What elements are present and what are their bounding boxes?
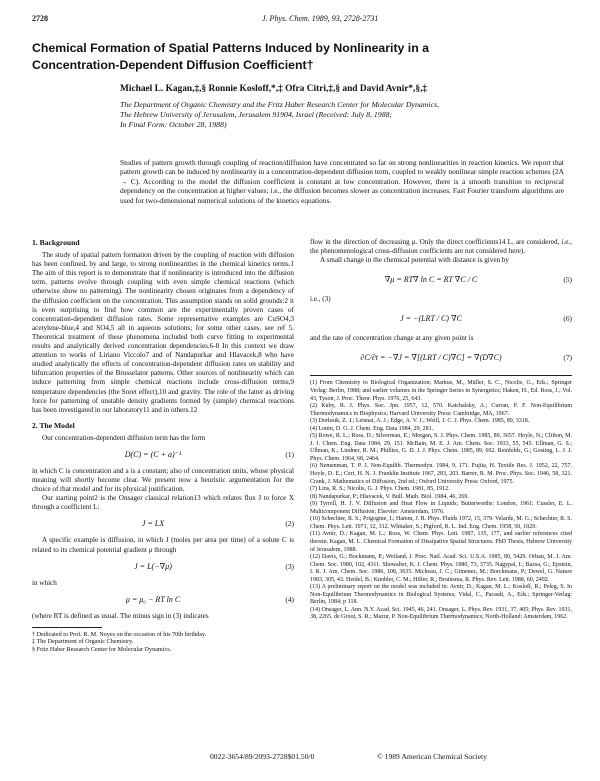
reference-list bbox=[310, 380, 572, 622]
paragraph: (where RT is defined as usual. The minus sign in (3) indicates bbox=[32, 611, 209, 620]
footnote-divider bbox=[32, 627, 102, 628]
paragraph: Our starting point2 is the Onsager classical relation13 which relates flux J to force X through a coefficient L: bbox=[32, 494, 294, 512]
equation-4 bbox=[32, 592, 294, 608]
right-column bbox=[310, 238, 572, 622]
equation-expression: J = −(LRT / C) ∇C bbox=[400, 314, 462, 324]
equation-3 bbox=[32, 559, 294, 575]
equation-number: (4) bbox=[285, 594, 294, 604]
reference-item: (7) Lins, R. S.; Nicolis, G. J. Phys. Chem. 1981, 85, 1912. bbox=[310, 486, 450, 493]
equation-expression: ∇μ = RT∇ ln C = RT ∇C / C bbox=[384, 275, 478, 285]
reference-item: (3) Dorlesik, Z. J.; Leisnai, A. J.; Edge, A. V. J.; Weill, J. C. J. Phys. Chem. 1985, 89, 3318. bbox=[310, 418, 530, 425]
equation-number: (1) bbox=[285, 449, 294, 459]
equation-7 bbox=[310, 347, 572, 369]
reference-item: (12) Davis, G.; Bockmann, P.; Weiland, J. Proc. Natl. Acad. Sci. U.S.A. 1985, 80, 5429. Orban, M. J. Am. Chem. Soc. 1980, 102, 4311. Showalter, K. J. Chem. Phys. 1980, 73, 3735. Nagypal, I.; Bazsa, G.; Epstein, I. R. J. Am. Chem. Soc. 1986, 108, 3635. Micheau, J. C.; Gimenez, M.; Borckmans, P.; Dewel, G. Nature 1983, 305, 43. Heidel, B.; Knobler, C. M.; Hilfer, R.; Bruinsma, R. Phys. Rev. Lett. 1988, 60, 2492. bbox=[310, 554, 572, 583]
left-column bbox=[32, 238, 294, 654]
author-list: Michael L. Kagan,‡,§ Ronnie Kosloff,*,‡ Ofra Citri,‡,§ and David Avnir*,§,‡ bbox=[120, 84, 428, 94]
paragraph: in which C is concentration and a is a constant; also of concentration units, whose physical meaning will shortly become clear. We present now a heuristic argumentation for the choice of that model and for its physical justification. bbox=[32, 466, 294, 494]
page-number: 2728 bbox=[32, 14, 48, 23]
equation-expression: μ = μ₀ − RT ln C bbox=[125, 594, 181, 604]
reference-item: (8) Nandapurkar, P.; Hlavacek, V. Bull. Math. Biol. 1984, 46, 269. bbox=[310, 493, 469, 500]
page-footer bbox=[32, 752, 568, 764]
journal-citation: J. Phys. Chem. 1989, 93, 2728-2731 bbox=[262, 14, 379, 23]
affiliation-line-1: The Department of Organic Chemistry and the Fritz Haber Research Center for Molecular Dynamics, bbox=[120, 100, 440, 109]
equation-2 bbox=[32, 516, 294, 532]
paragraph: i.e., (3) bbox=[310, 295, 331, 304]
reference-item: (9) Tyrrell, H. J. V. Diffusion and Heat Flow in Liquids; Butterworths: London, 1961; Cussler, E. L. Multicomponent Diffusion; Elsevier: Amsterdam, 1976. bbox=[310, 501, 572, 515]
article-code: 0022-3654/89/2093-2728$01.50/0 bbox=[210, 752, 315, 761]
reference-item: (4) Lonin, D. G. J. Chem. Eng. Data 1984, 29, 281. bbox=[310, 425, 434, 432]
equation-6 bbox=[310, 308, 572, 330]
affiliation bbox=[120, 100, 500, 130]
equation-number: (3) bbox=[285, 561, 294, 571]
footnote: § Fritz Haber Research Center for Molecular Dynamics. bbox=[32, 646, 172, 653]
title-line-1: Chemical Formation of Spatial Patterns Induced by Nonlinearity in a bbox=[32, 41, 429, 55]
equation-1 bbox=[32, 447, 294, 463]
references-divider bbox=[310, 375, 572, 376]
title-line-2: Concentration-Dependent Diffusion Coefficient† bbox=[32, 58, 314, 72]
equation-expression: J = L(−∇μ) bbox=[134, 561, 172, 571]
reference-item: (11) Avnir, D.; Kagan, M. L.; Ross, W. Chem. Phys. Lett. 1987, 135, 177, and earlier references cited therein. Kagan, M. L. Chemical Formation of Dissipative Spatial Structures. PhD Thesis, Hebrew University of Jerusalem, 1988. bbox=[310, 531, 572, 553]
paragraph: in which bbox=[32, 578, 57, 587]
paper-title bbox=[32, 40, 552, 74]
footnote: † Dedicated to Prof. R. M. Noyes on the occasion of his 70th birthday. bbox=[32, 630, 207, 638]
running-header bbox=[32, 14, 568, 26]
reference-item: (1) From Chemistry to Biological Organization; Markus, M., Müller, S. C., Nicolis, G., Eds.; Springer Verlag: Berlin, 1988; and earlier volumes in the Springer Series in Synergetics; Haken, H., Ed. Ross, J.; Vol. 43, Tyson, J. Proc. Theor. Phys. 1976, 25, 643. bbox=[310, 380, 572, 402]
footnote: ‡ The Department of Organic Chemistry. bbox=[32, 638, 134, 646]
paragraph: and the rate of concentration change at any given point is bbox=[310, 334, 474, 343]
equation-expression: D(C) = (C + a)⁻¹ bbox=[124, 449, 182, 459]
equation-number: (2) bbox=[285, 519, 294, 529]
reference-item: (2) Kuby, R. J. Phys. Soc. Jpn. 1957, 12, 570. Katchalsky, A.; Curran, P. F. Non-Equilibrium Thermodynamics in Biophysics; Harvard University Press: Cambridge, MA, 1967. bbox=[310, 403, 572, 417]
equation-number: (5) bbox=[563, 275, 572, 285]
paragraph: A small change in the chemical potential with distance is given by bbox=[320, 256, 509, 265]
equation-expression: J = LX bbox=[141, 519, 165, 529]
paragraph: A specific example is diffusion, in which J (moles per area per time) of a solute C is related to its chemical potential gradient μ through bbox=[32, 536, 294, 554]
equation-number: (7) bbox=[563, 353, 572, 363]
equation-number: (6) bbox=[563, 314, 572, 324]
affiliation-line-3: In Final Form: October 28, 1988) bbox=[120, 120, 227, 129]
section-heading-background: 1. Background bbox=[32, 238, 80, 247]
reference-item: (14) Onsager, L. Ann. N.Y. Acad. Sci. 1945, 46, 241. Onsager, L. Phys. Rev. 1931, 37, 405; Phys. Rev. 1931, 38, 2265. de Groot, S. R.; Mazur, P. Non-Equilibrium Thermodynamics; North-Holland: Amsterdam, 1962. bbox=[310, 606, 572, 621]
paragraph: The study of spatial pattern formation driven by the coupling of reaction with diffusion has been confined, by and large, to strong nonlinearities in the chemical kinetics terms.1 The aim of this report is to demonstrate that if nonlinearity is introduced into the diffusion term, patterns evolve through coupling with even simple chemical reactions (which otherwise show no patterning). The nonlinearity chosen originates from a dependency of the diffusion coefficient on the concentration. This assumption stands on solid grounds:2 it is even surprising to find how common are the experimentally proven cases of concentration-dependent diffusion rates. Some representative examples are CuSO4,3 acetylene-blue,4 and SO4,5 all in aqueous solutions; for some other cases, see ref 5. Theoretical treatment of these phenomena included both curve fitting to experimental results and analytically derived concentration dependencies.6-8 In this context we draw attention to works of Liriano Viccolo7 and of Nandapurkar and Hlavacek,8 who have studied analytically the effects of concentration-dependent diffusion rates on stability and bifurcation properties of the Brusselator patterns. Other sources of nonlinearity which can induce patterning from simple chemical reactions include cross-diffusion terms,9 temperature dependencies (the Soret effect),10 and gravity. The role of the latter as driving force for patterning of unstable density gradients formed by (simple) chemical reactions has been investigated in our laboratory11 and in others.12 bbox=[32, 251, 294, 414]
section-heading-model: 2. The Model bbox=[32, 420, 75, 430]
paragraph: Our concentration-dependent diffusion term has the form bbox=[42, 433, 206, 442]
reference-item: (6) Nemenman, T. P. J. Non-Equilib. Thermodyn. 1984, 9, 171. Fujita, H. Textile Res. J. 1952, 22, 757. Hoyle, D. E.; Ceri, H. N. J. Franklin Institute 1967, 283, 203. Barrer, R. M. Proc. Phys. Soc. 1946, 58, 321. Crank, J. Mathematics of Diffusion, 2nd ed.; Oxford University Press: Oxford, 1975. bbox=[310, 463, 572, 485]
abstract: Studies of pattern growth through coupling of reaction/diffusion have concentrated so far on strong nonlinearities in reaction kinetics. We report that pattern growth can be induced by nonlinearity in a concentration-dependent diffusion term, coupled to weakly nonlinear simple reaction schemes (2A → C). According to the model the diffusion coefficient is constant at low concentration. However, there is a smooth transition to reciprocal dependency on the concentration at higher values; i.e., the diffusion becomes slower as concentration increases. Fast Fourier transform algorithms are used for two-dimensional numerical solutions of the kinetics equations. bbox=[120, 158, 564, 205]
copyright: © 1989 American Chemical Society bbox=[377, 752, 487, 761]
equation-expression: ∂C/∂t = −∇J = ∇[(LRT / C)∇C] = ∇(D∇C) bbox=[360, 353, 502, 363]
reference-item: (10) Schechter, R. S.; Prigogine, I.; Hamm, J. R. Phys. Fluids 1972, 15, 379. Velarde, M. G.; Schechter, R. S. Chem. Phys. Lett. 1971, 12, 312. Whitaker, S.; Pigford, R. L. Ind. Eng. Chem. 1958, 50, 1029. bbox=[310, 516, 572, 530]
affiliation-line-2: The Hebrew University of Jerusalem, Jerusalem 91904, Israel (Received: July 8, 1988; bbox=[120, 110, 393, 119]
paragraph: flow in the direction of decreasing μ. Only the direct coefficients14 L, are considered, i.e., the phenomenological cross-diffusion coefficients are not considered here). bbox=[310, 238, 572, 256]
reference-item: (13) A preliminary report on the model was included in: Avnir, D.; Kagan, M. L.; Kosloff, R.; Peleg, S. In Non-Equilibrium Thermodynamics in Biological Systems; Vidal, C., Pacault, A., Eds.; Springer-Verlag: Berlin, 1984; p 118. bbox=[310, 584, 572, 606]
equation-5 bbox=[310, 269, 572, 291]
reference-item: (5) Rowe, R. L.; Ross, D.; Silverman, E.; Morgan, S. J. Phys. Chem. 1985, 89, 3657. Hoyle, N.; Clifton, M. J. J. Chem. Eng. Data 1984, 29, 151. McBain, M. E. J. Am. Chem. Soc. 1933, 55, 545. Ullman, G. S.; Ullman, K.; Lindner, R. M.; Phillies, G. D. J. J. Phys. Chem. 1985, 89, 692. Reinfelds, G.; Gosting, L. J. J. Phys. Chem. 1964, 68, 2464. bbox=[310, 433, 572, 462]
